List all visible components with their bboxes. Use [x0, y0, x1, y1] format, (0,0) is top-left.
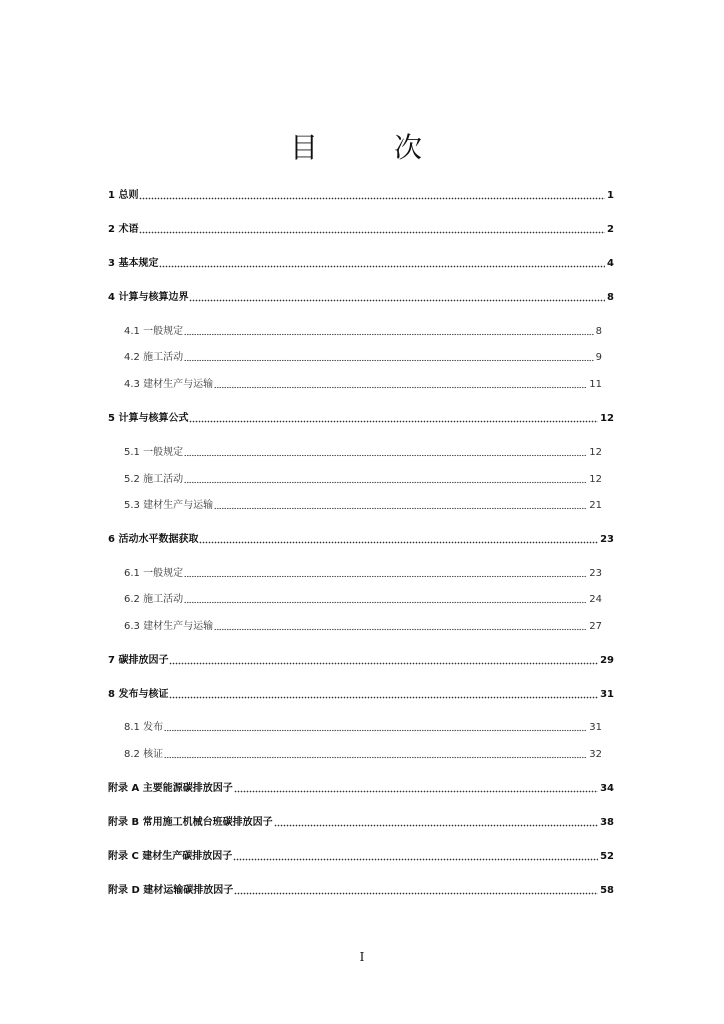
dot-leader [184, 358, 594, 362]
toc-entry[interactable] [108, 883, 614, 899]
dot-leader [234, 891, 598, 895]
toc-entry-title: 6.3 建材生产与运输 [124, 621, 214, 632]
page-number: I [359, 950, 365, 964]
toc-entry-title: 6.2 施工活动 [124, 594, 184, 605]
toc-entry-title: 4.1 一般规定 [124, 326, 184, 337]
toc-entry[interactable] [108, 781, 614, 797]
dot-leader [164, 755, 587, 759]
toc-entry-page: 58 [600, 885, 614, 896]
toc-entry-title: 6 活动水平数据获取 [108, 534, 199, 545]
dot-leader [214, 627, 587, 631]
dot-leader [184, 480, 587, 484]
toc-entry[interactable] [108, 222, 614, 238]
toc-entry-title: 8.1 发布 [124, 722, 164, 733]
toc-entry-title: 8.2 核证 [124, 749, 164, 760]
toc-entry-title: 6.1 一般规定 [124, 568, 184, 579]
toc-entry[interactable] [124, 445, 602, 461]
toc-entry-title: 附录 D 建材运输碳排放因子 [108, 885, 234, 896]
dot-leader [159, 264, 605, 268]
toc-entry[interactable] [108, 532, 614, 548]
toc-entry-title: 附录 B 常用施工机械台班碳排放因子 [108, 817, 273, 828]
toc-entry[interactable] [108, 188, 614, 204]
toc-entry[interactable] [108, 290, 614, 306]
toc-entry-page: 27 [589, 621, 602, 632]
toc-entry-title: 附录 C 建材生产碳排放因子 [108, 851, 233, 862]
toc-entry[interactable] [124, 619, 602, 635]
page-title: 目 次 [289, 131, 446, 164]
toc-entry-title: 8 发布与核证 [108, 689, 169, 700]
dot-leader [189, 298, 605, 302]
toc-entry-page: 52 [600, 851, 614, 862]
dot-leader [139, 230, 605, 234]
toc-entry-page: 11 [589, 379, 602, 390]
toc-entry-page: 12 [600, 413, 614, 424]
toc-entry-page: 8 [607, 292, 614, 303]
toc-entry-title: 5.1 一般规定 [124, 447, 184, 458]
toc-entry[interactable] [108, 849, 614, 865]
dot-leader [233, 857, 598, 861]
dot-leader [189, 419, 598, 423]
toc-entry[interactable] [108, 653, 614, 669]
toc-entry[interactable] [124, 377, 602, 393]
toc-entry-page: 21 [589, 500, 602, 511]
toc-entry[interactable] [124, 747, 602, 763]
toc-entry-page: 12 [589, 447, 602, 458]
toc-entry-title: 4 计算与核算边界 [108, 292, 189, 303]
dot-leader [184, 574, 587, 578]
dot-leader [184, 600, 587, 604]
dot-leader [169, 695, 598, 699]
dot-leader [184, 453, 587, 457]
toc-entry[interactable] [108, 815, 614, 831]
toc-entry-page: 12 [589, 474, 602, 485]
toc-entry-page: 8 [595, 326, 602, 337]
toc-entry[interactable] [124, 324, 602, 340]
toc-entry-page: 31 [600, 689, 614, 700]
toc-entry[interactable] [124, 720, 602, 736]
toc-entry-page: 1 [607, 190, 614, 201]
toc-entry[interactable] [124, 350, 602, 366]
dot-leader [169, 661, 598, 665]
toc-entry-page: 31 [589, 722, 602, 733]
toc-entry-title: 3 基本规定 [108, 258, 159, 269]
toc-entry[interactable] [124, 592, 602, 608]
toc-entry-title: 5.2 施工活动 [124, 474, 184, 485]
toc-entry-page: 2 [607, 224, 614, 235]
toc-entry[interactable] [124, 472, 602, 488]
toc-entry-title: 7 碳排放因子 [108, 655, 169, 666]
dot-leader [214, 506, 587, 510]
toc-entry-page: 34 [600, 783, 614, 794]
toc-entry-title: 2 术语 [108, 224, 139, 235]
toc-entry-title: 4.2 施工活动 [124, 352, 184, 363]
toc-entry[interactable] [124, 566, 602, 582]
dot-leader [274, 823, 598, 827]
dot-leader [234, 789, 598, 793]
toc-entry-title: 附录 A 主要能源碳排放因子 [108, 783, 233, 794]
toc-entry[interactable] [124, 498, 602, 514]
dot-leader [164, 728, 587, 732]
dot-leader [139, 196, 605, 200]
dot-leader [199, 540, 598, 544]
toc-entry-page: 23 [589, 568, 602, 579]
dot-leader [184, 332, 594, 336]
toc-entry-page: 38 [600, 817, 614, 828]
toc-entry-title: 1 总则 [108, 190, 139, 201]
toc-entry[interactable] [108, 687, 614, 703]
toc-entry-title: 5 计算与核算公式 [108, 413, 189, 424]
toc-entry-page: 32 [589, 749, 602, 760]
toc-entry-page: 24 [589, 594, 602, 605]
dot-leader [214, 385, 587, 389]
toc-entry-page: 29 [600, 655, 614, 666]
toc-entry-page: 4 [607, 258, 614, 269]
toc-entry[interactable] [108, 256, 614, 272]
toc-entry[interactable] [108, 411, 614, 427]
toc-entry-title: 5.3 建材生产与运输 [124, 500, 214, 511]
toc-entry-page: 23 [600, 534, 614, 545]
toc-entry-page: 9 [595, 352, 602, 363]
toc-entry-title: 4.3 建材生产与运输 [124, 379, 214, 390]
